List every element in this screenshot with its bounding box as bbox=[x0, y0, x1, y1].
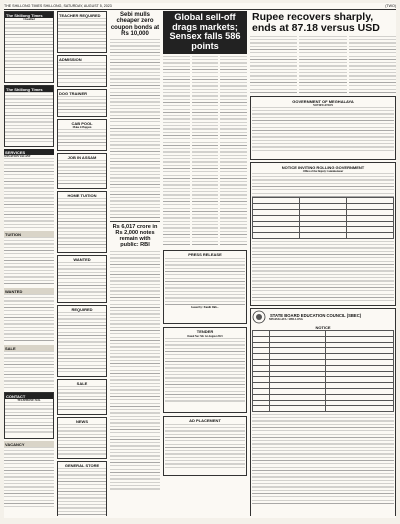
home-header: HOME TUITION bbox=[67, 192, 97, 198]
contact-text-lines bbox=[5, 402, 53, 434]
ad-lines bbox=[165, 424, 245, 470]
sale2-text-lines bbox=[58, 386, 106, 412]
left-classifieds-column bbox=[4, 11, 54, 516]
board-notice-title: NOTICE bbox=[315, 324, 331, 330]
masthead bbox=[4, 3, 396, 10]
board-emblem-icon bbox=[252, 310, 266, 324]
second-classifieds-column bbox=[57, 11, 107, 516]
markets-article-col-2 bbox=[192, 56, 219, 246]
tender-header: TENDER bbox=[196, 329, 214, 335]
board-notice-table bbox=[252, 330, 394, 412]
vacancy-text-lines bbox=[4, 447, 54, 509]
vacancy-header: VACANCY bbox=[4, 441, 54, 447]
teacher-header: TEACHER REQUIRED bbox=[59, 12, 101, 18]
cab-pool-box bbox=[57, 119, 107, 151]
rbi-article-lines bbox=[110, 251, 160, 491]
markets-article-col-3 bbox=[220, 56, 247, 246]
job-header: JOB IN ASSAM bbox=[67, 154, 97, 160]
services-sub: SITUATION VACANT bbox=[4, 155, 31, 158]
general-store-box bbox=[57, 461, 107, 516]
table-row bbox=[253, 406, 394, 412]
ad-header: AD PLACEMENT bbox=[189, 418, 221, 424]
dog-header: DOG TRAINER bbox=[59, 90, 87, 96]
tender-notice-header: NOTICE INVITING ROLLING GOVERNMENT bbox=[281, 164, 365, 170]
cab-sub: Make it Happen bbox=[72, 126, 92, 129]
tuition-text-lines bbox=[4, 237, 54, 285]
services-header: SERVICES bbox=[4, 149, 54, 155]
tender-notice-box bbox=[250, 162, 396, 306]
press-release-footer: Issued by: Pandit Dkh... bbox=[191, 305, 219, 309]
markets-article-col-1 bbox=[163, 56, 190, 246]
wanted-header: WANTED bbox=[4, 288, 54, 294]
admission-text-lines bbox=[58, 62, 106, 84]
sale-box-2 bbox=[57, 379, 107, 415]
divider bbox=[110, 221, 160, 222]
board-header: STATE BOARD EDUCATION COUNCIL (SBEC) bbox=[270, 312, 362, 318]
sebi-headline: Sebi mulls cheaper zero coupon bonds at Rs 10,000 bbox=[110, 12, 160, 37]
cab-header: CAB POOL bbox=[71, 120, 93, 126]
masthead-left: THE SHILLONG TIMES SHILLONG, SATURDAY, AUGUST 5, 2023 bbox=[4, 4, 112, 8]
shillong-times-classified-box bbox=[4, 11, 54, 83]
tender-sub: Dated Nov 5th 1st August 2023 bbox=[187, 334, 223, 338]
dog-text-lines bbox=[58, 96, 106, 114]
tender-notice-sub: Office of the Deputy Commissioner bbox=[302, 170, 344, 174]
board-sub: MEGHALAYA : SHILLONG bbox=[269, 318, 303, 322]
rupee-article-col-2 bbox=[299, 36, 346, 94]
missing-header: The Shillong Times bbox=[5, 86, 53, 92]
ad-placement-box bbox=[163, 416, 247, 476]
home-text-lines bbox=[58, 198, 106, 250]
tender-notice-table bbox=[252, 197, 394, 239]
dog-trainer-box bbox=[57, 89, 107, 117]
board-notice-box bbox=[250, 308, 396, 516]
wanted-box bbox=[4, 288, 54, 343]
contact-sub: TELEPHONE NOS. bbox=[17, 399, 41, 402]
sale2-header: SALE bbox=[76, 380, 88, 386]
press-release-header: PRESS RELEASE bbox=[188, 252, 222, 258]
markets-column bbox=[163, 11, 247, 516]
wanted2-text-lines bbox=[58, 262, 106, 300]
masthead-right: (TWO) bbox=[385, 4, 396, 8]
missing-box bbox=[4, 85, 54, 147]
news-text-lines bbox=[58, 424, 106, 456]
rupee-article-col-3 bbox=[349, 36, 396, 94]
board-header-row bbox=[252, 310, 394, 324]
news-header: NEWS bbox=[76, 418, 88, 424]
markets-headline-box bbox=[163, 11, 247, 54]
required-header: REQUIRED bbox=[71, 306, 93, 312]
general-text-lines bbox=[58, 468, 106, 516]
contact-header: CONTACT bbox=[5, 393, 53, 399]
tender-notice-lines-top bbox=[252, 173, 394, 197]
sale-text-lines bbox=[4, 351, 54, 389]
sale-box bbox=[4, 345, 54, 390]
wanted2-header: WANTED bbox=[73, 256, 91, 262]
cab-text-lines bbox=[58, 129, 106, 147]
teacher-text-lines bbox=[58, 18, 106, 50]
services-text-lines bbox=[4, 158, 54, 228]
markets-headline: Global sell-off drags markets; Sensex falls 586 points bbox=[169, 12, 241, 51]
tender-notice-lines-bottom bbox=[252, 241, 394, 301]
job-assam-box bbox=[57, 153, 107, 189]
missing-text-lines bbox=[5, 92, 53, 144]
news-column bbox=[110, 11, 160, 516]
board-header-text bbox=[269, 312, 394, 321]
tender-lines bbox=[165, 338, 245, 402]
admission-header: ADMISSION bbox=[59, 56, 82, 62]
right-column bbox=[250, 11, 396, 516]
table-row bbox=[253, 233, 394, 239]
admission-box bbox=[57, 55, 107, 87]
vacancy-box bbox=[4, 441, 54, 511]
govt-notice-lines bbox=[252, 107, 394, 151]
shillong-times-header: The Shillong Times bbox=[5, 12, 53, 18]
govt-notification-box bbox=[250, 96, 396, 160]
tuition-box bbox=[4, 231, 54, 286]
rupee-article-col-1 bbox=[250, 36, 297, 94]
wanted-text-lines bbox=[4, 294, 54, 342]
wanted-box-2 bbox=[57, 255, 107, 303]
home-tuition-box bbox=[57, 191, 107, 253]
teacher-box bbox=[57, 11, 107, 53]
rbi-headline: Rs 6,017 crore in Rs 2,000 notes remain with public: RBI bbox=[112, 224, 158, 248]
news-box bbox=[57, 417, 107, 459]
required-text-lines bbox=[58, 312, 106, 374]
markets-article bbox=[163, 56, 247, 246]
sale-header: SALE bbox=[4, 345, 54, 351]
general-header: GENERAL STORE bbox=[64, 462, 100, 468]
tender-box bbox=[163, 327, 247, 413]
rupee-headline: Rupee recovers sharply, ends at 87.18 versus USD bbox=[252, 11, 380, 35]
tuition-header: TUITION bbox=[4, 231, 54, 237]
required-box bbox=[57, 305, 107, 377]
sebi-article-lines bbox=[110, 39, 160, 219]
board-notice-lines bbox=[252, 414, 394, 506]
job-text-lines bbox=[58, 160, 106, 186]
services-box bbox=[4, 149, 54, 229]
classified-text-lines bbox=[5, 21, 53, 75]
govt-notice-sub: NOTIFICATION bbox=[312, 104, 334, 108]
rupee-article bbox=[250, 36, 396, 94]
contact-box bbox=[4, 392, 54, 439]
press-release-lines bbox=[165, 258, 245, 306]
govt-notice-header: GOVERNMENT OF MEGHALAYA bbox=[292, 98, 354, 104]
shillong-times-sub: Classified bbox=[23, 18, 35, 21]
press-release-box bbox=[163, 250, 247, 324]
newspaper-page bbox=[4, 3, 396, 518]
